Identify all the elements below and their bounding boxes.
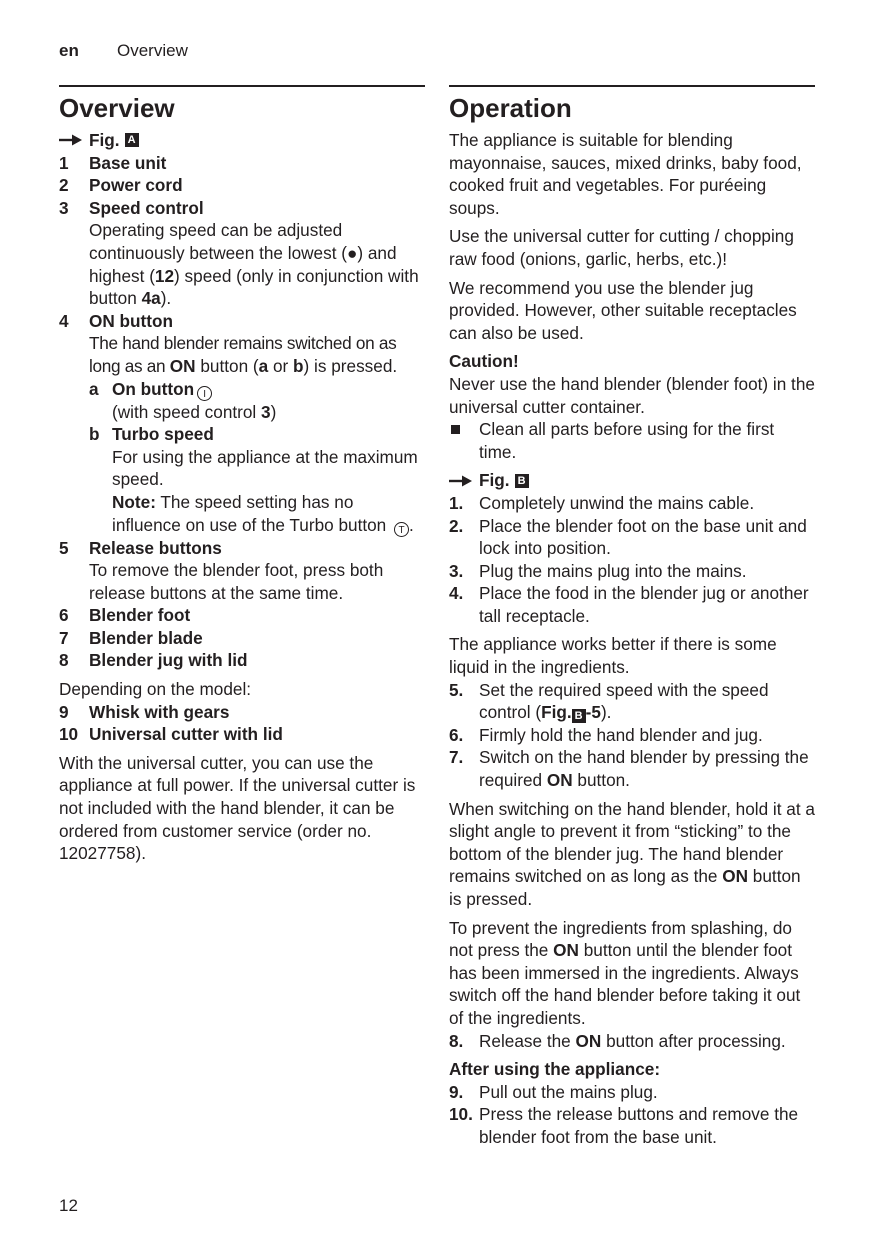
header-section: Overview — [117, 41, 188, 60]
paragraph: The appliance is suitable for blending mayonnaise, sauces, mixed drinks, baby food, cooked fruit and vegetables. For puréeing soups. — [449, 130, 802, 218]
paragraph: When switching on the hand blender, hold it at a slight angle to prevent it from “sticking” to the bottom of the blender jug. The hand blender remains switched on as long as the ON button is pressed. — [449, 798, 815, 909]
step-item: 6. Firmly hold the hand blender and jug. — [449, 724, 763, 745]
step-item: 2. Place the blender foot on the base unit and lock into position. — [449, 515, 807, 559]
paragraph: To prevent the ingredients from splashing, do not press the ON button until the blender foot has been immersed in the ingredients. Always switch off the hand blender before taking it out of the ingredients. — [449, 917, 801, 1028]
list-item: 2 Power cord — [59, 175, 183, 196]
fig-reference: Fig. B — [449, 469, 815, 492]
list-item: 5 Release buttons To remove the blender foot, press both release buttons at the same time. — [59, 537, 384, 603]
list-item: 6 Blender foot — [59, 605, 191, 626]
paragraph: The appliance works better if there is some liquid in the ingredients. — [449, 634, 777, 678]
fig-letter-box: B — [572, 709, 586, 723]
step-item: 4. Place the food in the blender jug or another tall receptacle. — [449, 583, 809, 626]
operation-title: Operation — [449, 93, 572, 123]
step-item: 7. Switch on the hand blender by pressing the required ON button. — [449, 747, 809, 791]
step-item: 10. Press the release buttons and remove the blender foot from the base unit. — [449, 1104, 799, 1147]
step-item: 1. Completely unwind the mains cable. — [449, 492, 755, 513]
list-item: 9 Whisk with gears — [59, 701, 230, 722]
step-item: 9. Pull out the mains plug. — [449, 1081, 658, 1102]
bullet-item: Clean all parts before using for the first time. — [449, 418, 815, 463]
sub-item-b: b Turbo speed For using the appliance at the maximum speed. Note: The speed setting has no influence on use of the Turbo button T . — [89, 424, 418, 536]
language-code: en — [59, 41, 79, 60]
list-item: 8 Blender jug with lid — [59, 650, 248, 671]
list-item: 4 ON button The hand blender remains switched on as long as an ON button (a or b) is pressed. a On button I (with speed control 3) b Turbo speed For using the appliance at the maximum speed. Note: The speed setting has no influence on use of the Turbo button T . — [59, 310, 425, 537]
fig-letter-box: B — [515, 474, 529, 488]
square-bullet-icon — [451, 425, 460, 434]
dot-icon: ● — [346, 242, 358, 263]
arrow-right-icon — [449, 475, 479, 487]
overview-column — [59, 85, 425, 865]
fig-letter-box: A — [125, 133, 139, 147]
list-item: 7 Blender blade — [59, 627, 203, 648]
page-header — [59, 40, 188, 63]
fig-reference: Fig. A — [59, 129, 425, 152]
overview-title: Overview — [59, 93, 175, 123]
divider — [449, 85, 815, 87]
arrow-right-icon — [59, 134, 89, 146]
operation-column — [449, 85, 815, 1149]
turbo-button-icon: T — [394, 522, 409, 537]
paragraph: We recommend you use the blender jug provided. However, other suitable receptacles can also be used. — [449, 277, 797, 343]
paragraph: Use the universal cutter for cutting / chopping raw food (onions, garlic, herbs, etc.)! — [449, 226, 794, 269]
caution-title: Caution! — [449, 351, 519, 372]
page-number: 12 — [59, 1196, 78, 1215]
list-item: 1 Base unit — [59, 152, 167, 173]
list-item: 10 Universal cutter with lid — [59, 724, 283, 745]
caution-text: Never use the hand blender (blender foot) in the universal cutter container. — [449, 373, 815, 417]
depending-text: Depending on the model: — [59, 679, 252, 700]
closing-paragraph: With the universal cutter, you can use the appliance at full power. If the universal cutter is not included with the hand blender, it can be ordered from customer service (order no. 12027758). — [59, 752, 416, 864]
after-use-title: After using the appliance: — [449, 1059, 661, 1080]
sub-item-a: a On button I (with speed control 3) — [89, 378, 277, 422]
divider — [59, 85, 425, 87]
on-button-icon: I — [197, 386, 212, 401]
list-item: 3 Speed control Operating speed can be adjusted continuously between the lowest (●) and highest (12) speed (only in conjunction with button 4a). — [59, 197, 419, 309]
step-item: 5. Set the required speed with the speed control (Fig. B -5). — [449, 679, 769, 723]
step-item: 8. Release the ON button after processing. — [449, 1030, 786, 1051]
step-item: 3. Plug the mains plug into the mains. — [449, 560, 747, 581]
